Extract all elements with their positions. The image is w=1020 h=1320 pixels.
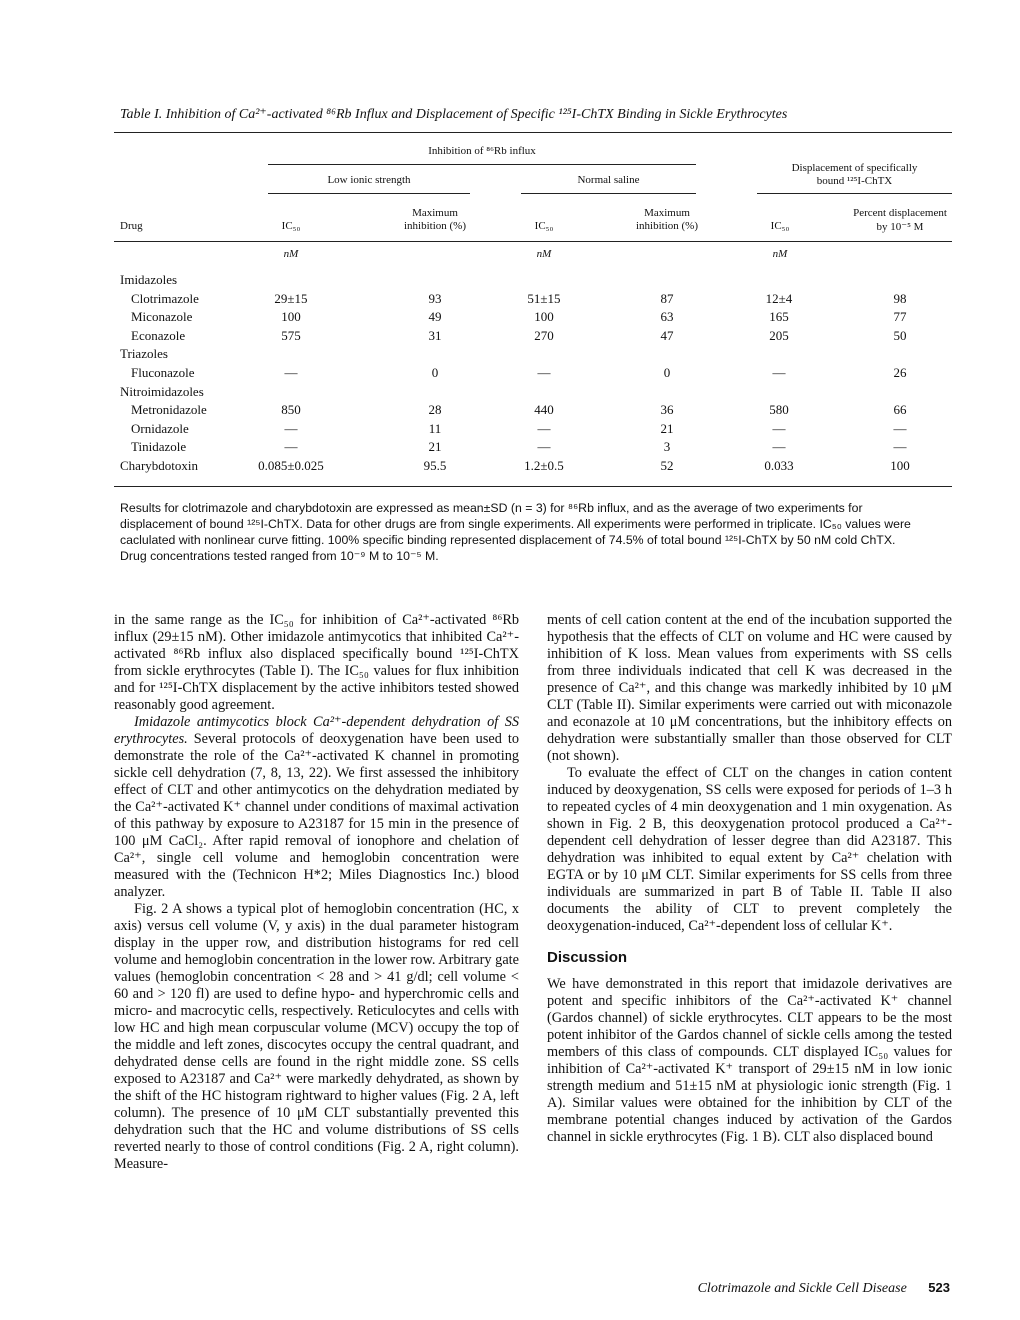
header-d-pct-1: Percent displacement xyxy=(853,207,947,219)
cell-ns-ic50: 1.2±0.5 xyxy=(524,458,564,473)
row-drug-name: Ornidazole xyxy=(131,420,189,436)
header-lo-max-1: Maximum xyxy=(412,207,458,219)
row-drug-name: Miconazole xyxy=(131,309,193,325)
cell-ns-max: 3 xyxy=(663,439,671,455)
cell-ns-max: 52 xyxy=(660,458,674,473)
cell-ns-ic50: — xyxy=(537,365,551,380)
rule-low-ionic xyxy=(268,193,470,194)
cell-ns-ic50: — xyxy=(537,439,551,455)
section-heading: Discussion xyxy=(547,949,628,966)
page-number: 523 xyxy=(928,1280,950,1295)
page-footer xyxy=(698,1280,950,1297)
cell-lo-max: 28 xyxy=(428,402,442,418)
header-displacement-2: bound ¹²⁵I-ChTX xyxy=(816,175,893,187)
row-drug-name: Clotrimazole xyxy=(131,290,199,306)
footnote-line: Results for clotrimazole and charybdotoxin are expressed as mean±SD (n = 3) for ⁸⁶Rb influx, and as the average of two experiments for xyxy=(120,501,863,515)
run-in-heading: Imidazole antimycotics block Ca²⁺-dependent dehydration of SS erythrocytes. xyxy=(114,714,519,747)
running-title: Clotrimazole and Sickle Cell Disease xyxy=(697,1281,907,1296)
rule-normal-saline xyxy=(521,193,696,194)
paragraph: To evaluate the effect of CLT on the changes in cation content induced by deoxygenation, SS cells were exposed for periods of 1–3 h to repeated cycles of 4 min deoxygenation and 1 min oxygenation. As shown in Fig. 2 B, this deoxygenation protocol produced a Ca²⁺-dependent cell dehydration of lesser degree than did A23187. This dehydration was inhibited to equal extent by Ca²⁺ chelation with EGTA or by 10 μM CLT. Similar experiments for SS cells from three individuals are summarized in part B of Table II. Table II also documents the ability of CLT to prevent completely the deoxygenation-induced, Ca²⁺-dependent loss of cellular K⁺. xyxy=(547,765,952,934)
table-bottom-rule xyxy=(114,486,952,487)
footnote-line: caclulated with nonlinear curve fitting. 100% specific binding represented displacement of 74.5% of total bound ¹²⁵I-ChTX by 50 nM cold ChTX. xyxy=(120,533,896,547)
table-top-rule xyxy=(114,132,952,133)
cell-d-pct: 98 xyxy=(893,290,907,306)
row-group-label: Imidazoles xyxy=(120,272,178,287)
cell-ns-max: 47 xyxy=(660,327,674,343)
cell-ns-ic50: 51±15 xyxy=(527,290,561,306)
paragraph: Fig. 2 A shows a typical plot of hemoglobin concentration (HC, x axis) versus cell volume (V, y axis) in the dual parameter histogram display in the upper row, and distribution histograms for red cell volume and hemoglobin concentration in the lower row. Arbitrary gate values (hemoglobin concentration < 28 and > 41 g/dl; cell volume < 60 and > 120 fl) are used to define hypo- and hyperchromic cells and micro- and macrocytic cells, respectively. Reticulocytes and cells with low HC and high mean corpuscular volume (MCV) occupy the top of the middle and left zones, discocytes occupy the central quadrant, and dehydrated dense cells are found in the right middle zone. SS cells exposed to A23187 and Ca²⁺ were markedly dehydrated, as shown by the shift of the HC histogram rightward to higher values (Fig. 2 A, left column). The presence of 10 μM CLT substantially prevented this dehydration such that the HC and volume distributions of SS cells reverted nearly to those of control conditions (Fig. 2 A, right column). Measure- xyxy=(114,901,519,1172)
cell-d-ic50: 580 xyxy=(769,402,789,418)
table-caption: Table I. Inhibition of Ca²⁺-activated ⁸⁶Rb Influx and Displacement of Specific ¹²⁵I-ChTX Binding in Sickle Erythrocytes xyxy=(120,107,788,122)
header-displacement-1: Displacement of specifically xyxy=(791,162,918,174)
cell-d-ic50: — xyxy=(772,439,786,455)
footnote-line: displacement of bound ¹²⁵I-ChTX. Data for other drugs are from single experiments. All experiments were performed in triplicate. IC₅₀ values were xyxy=(120,517,911,531)
rule-influx-group xyxy=(268,164,696,165)
row-group-label: Charybdotoxin xyxy=(120,458,198,473)
paragraph: in the same range as the IC₅₀ for inhibition of Ca²⁺-activated ⁸⁶Rb influx (29±15 nM). Other imidazole antimycotics that inhibited Ca²⁺-activated ⁸⁶Rb influx also displaced specifically bound ¹²⁵I-ChTX from sickle erythrocytes (Table I). The IC₅₀ values for flux inhibition and for ¹²⁵I-ChTX displacement by the active inhibitors tested showed reasonably good agreement. xyxy=(114,612,519,713)
table-header-rule xyxy=(114,241,952,242)
cell-d-pct: — xyxy=(893,439,907,455)
header-lo-ic50: IC₅₀ xyxy=(281,220,301,232)
row-drug-name: Metronidazole xyxy=(131,402,207,418)
paragraph-text: Several protocols of deoxygenation have been used to demonstrate the role of the Ca²⁺-activated K channel in promoting sickle cell dehydration (7, 8, 13, 22). We first assessed the inhibitory effect of CLT and other antimycotics on the dehydration mediated by the Ca²⁺-activated K⁺ channel under conditions of maximal activation of this pathway by exposure to A23187 for 15 min in the presence of 100 μM CaCl₂. After rapid removal of ionophore and chelation of Ca²⁺, single cell volume and hemoglobin concentration were measured with the (Technicon H*2; Miles Diagnostics Inc.) blood analyzer. xyxy=(114,731,519,900)
cell-ns-max: 0 xyxy=(663,365,671,380)
cell-ns-ic50: 440 xyxy=(534,402,554,418)
cell-ns-ic50: — xyxy=(537,420,551,436)
cell-lo-ic50: 100 xyxy=(281,309,301,325)
cell-d-pct: 66 xyxy=(893,402,907,418)
cell-ns-ic50: 270 xyxy=(534,327,554,343)
row-drug-name: Tinidazole xyxy=(131,439,187,455)
cell-ns-max: 36 xyxy=(660,402,674,418)
unit-lo: nM xyxy=(283,248,299,260)
header-ns-max-2: inhibition (%) xyxy=(635,220,699,232)
cell-d-ic50: 165 xyxy=(769,309,789,325)
cell-lo-ic50: — xyxy=(284,365,298,380)
cell-lo-ic50: — xyxy=(284,420,298,436)
cell-ns-ic50: 100 xyxy=(534,309,554,325)
cell-lo-ic50: 575 xyxy=(281,327,301,343)
cell-ns-max: 87 xyxy=(660,290,674,306)
header-drug: Drug xyxy=(120,220,143,232)
cell-d-pct: — xyxy=(893,420,907,436)
table-footnote xyxy=(120,500,952,564)
header-influx-group: Inhibition of ⁸⁶Rb influx xyxy=(428,145,536,157)
unit-ns: nM xyxy=(536,248,552,260)
header-lo-max-2: inhibition (%) xyxy=(403,220,467,232)
cell-lo-ic50: 850 xyxy=(281,402,301,418)
rule-displacement xyxy=(757,193,952,194)
header-ns-max-1: Maximum xyxy=(644,207,690,219)
footnote-line: Drug concentrations tested ranged from 10⁻⁹ M to 10⁻⁵ M. xyxy=(120,549,439,563)
cell-lo-ic50: 29±15 xyxy=(274,290,308,306)
cell-ns-max: 63 xyxy=(660,309,674,325)
right-column xyxy=(547,612,952,1146)
row-group-label: Nitroimidazoles xyxy=(120,383,204,399)
cell-lo-max: 49 xyxy=(428,309,442,325)
cell-lo-max: 0 xyxy=(431,365,439,380)
cell-d-ic50: 12±4 xyxy=(765,290,793,306)
cell-d-pct: 50 xyxy=(893,327,907,343)
row-drug-name: Fluconazole xyxy=(131,365,195,380)
row-drug-name: Econazole xyxy=(131,327,186,343)
cell-lo-ic50: — xyxy=(284,439,298,455)
cell-lo-max: 11 xyxy=(428,420,442,436)
paragraph xyxy=(114,714,519,901)
row-group-label: Triazoles xyxy=(120,346,168,362)
cell-lo-ic50: 0.085±0.025 xyxy=(258,458,324,473)
cell-d-pct: 77 xyxy=(893,309,907,325)
header-d-pct-2: by 10⁻⁵ M xyxy=(876,221,924,233)
paragraph: We have demonstrated in this report that imidazole derivatives are potent and specific inhibitors of the Ca²⁺-activated K⁺ channel (Gardos channel) of sickle erythrocytes. CLT appears to be the most potent inhibitor of the Gardos channel of sickle cells among the tested members of this class of compounds. CLT displayed IC₅₀ values for inhibition of Ca²⁺-activated K⁺ transport of 29±15 nM in low ionic strength medium and 51±15 nM at physiologic ionic strength (Fig. 1 A). Similar values were obtained for the inhibition by CLT of the membrane potential changes induced by activation of the Gardos channel in sickle erythrocytes (Fig. 1 B). CLT also displaced bound xyxy=(547,976,952,1145)
header-low-ionic: Low ionic strength xyxy=(327,174,411,186)
cell-d-pct: 26 xyxy=(893,365,907,380)
header-d-ic50: IC₅₀ xyxy=(770,220,790,232)
header-normal-saline: Normal saline xyxy=(577,174,640,186)
header-ns-ic50: IC₅₀ xyxy=(534,220,554,232)
cell-d-ic50: 0.033 xyxy=(764,458,794,473)
cell-d-ic50: — xyxy=(772,365,786,380)
paragraph: ments of cell cation content at the end of the incubation supported the hypothesis that the effects of CLT on volume and HC were caused by inhibition of K loss. Mean values from experiments with SS cells from three individuals indicated that cell K was decreased in the presence of Ca²⁺, and this change was markedly inhibited by 10 μM CLT (Table II). Similar experiments were carried out with miconazole and econazole at 10 μM concentrations, but the inhibitory effects on dehydration were substantially smaller than those observed for CLT (not shown). xyxy=(547,612,952,764)
cell-lo-max: 31 xyxy=(428,327,442,343)
cell-lo-max: 95.5 xyxy=(423,458,447,473)
cell-lo-max: 21 xyxy=(428,439,442,455)
left-column xyxy=(114,612,519,1173)
unit-d: nM xyxy=(772,248,788,260)
cell-d-ic50: 205 xyxy=(769,327,789,343)
cell-ns-max: 21 xyxy=(660,420,674,436)
cell-d-ic50: — xyxy=(772,420,786,436)
cell-d-pct: 100 xyxy=(890,458,910,473)
cell-lo-max: 93 xyxy=(428,290,442,306)
